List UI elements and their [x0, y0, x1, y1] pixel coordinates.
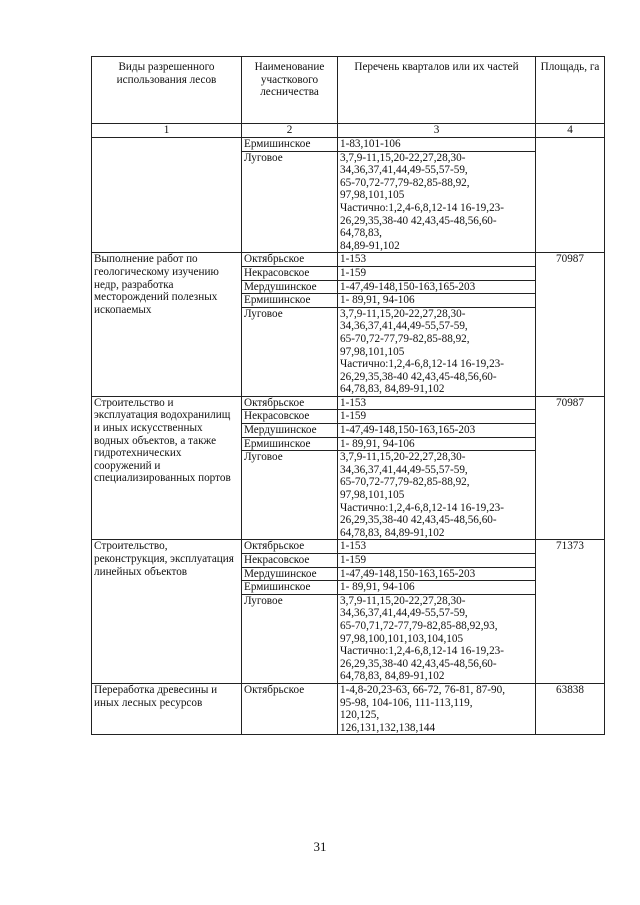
- quarters-line: 1-4,8-20,23-63, 66-72, 76-81, 87-90,: [340, 683, 505, 696]
- quarters-cell: [338, 307, 536, 396]
- table-row: [92, 396, 605, 410]
- area-cell: 70987: [536, 396, 605, 540]
- forestry-name-cell: Некрасовское: [242, 266, 338, 280]
- quarters-line: 95-98, 104-106, 111-113,119,: [340, 696, 473, 709]
- quarters-line: 65-70,72-77,79-82,85-88,92,: [340, 332, 470, 345]
- quarters-line: 97,98,101,105: [340, 345, 405, 358]
- forestry-name-cell: Мердушинское: [242, 424, 338, 438]
- quarters-line: 1- 89,91, 94-106: [340, 581, 415, 594]
- quarters-line: 65-70,72-77,79-82,85-88,92,: [340, 476, 470, 489]
- quarters-line: 1-159: [340, 410, 367, 423]
- quarters-line: 26,29,35,38-40 42,43,45-48,56,60-: [340, 514, 497, 527]
- column-number: 2: [242, 124, 338, 138]
- quarters-line: 26,29,35,38-40 42,43,45-48,56,60-: [340, 657, 497, 670]
- use-kind-cell: Строительство, реконструкция, эксплуатация линейных объектов: [92, 540, 242, 684]
- forestry-name-cell: Мердушинское: [242, 567, 338, 581]
- forestry-name-cell: Луговое: [242, 307, 338, 396]
- area-cell: 71373: [536, 540, 605, 684]
- quarters-line: 34,36,37,41,44,49-55,57-59,: [340, 320, 468, 333]
- quarters-line: 64,78,83, 84,89-91,102: [340, 670, 445, 683]
- forestry-name-cell: Некрасовское: [242, 554, 338, 568]
- forestry-name-cell: Ермишинское: [242, 581, 338, 595]
- forestry-name-cell: Луговое: [242, 594, 338, 683]
- header-forestry: Наименование участкового лесничества: [242, 57, 338, 124]
- quarters-line: Частично:1,2,4-6,8,12-14 16-19,23-: [340, 358, 504, 371]
- quarters-line: 1-159: [340, 266, 367, 279]
- quarters-line: 97,98,101,105: [340, 489, 405, 502]
- quarters-cell: [338, 396, 536, 410]
- use-kind-cell: Переработка древесины и иных лесных ресурсов: [92, 683, 242, 734]
- forestry-name-cell: Мердушинское: [242, 280, 338, 294]
- quarters-cell: [338, 410, 536, 424]
- table-header-row: [92, 57, 605, 124]
- quarters-line: 64,78,83,: [340, 227, 382, 240]
- quarters-cell: [338, 266, 536, 280]
- column-number: 3: [338, 124, 536, 138]
- quarters-line: 1-47,49-148,150-163,165-203: [340, 567, 476, 580]
- forest-use-table: [91, 56, 605, 735]
- forestry-name-cell: Октябрьское: [242, 540, 338, 554]
- quarters-line: 65-70,72-77,79-82,85-88,92,: [340, 176, 470, 189]
- quarters-cell: [338, 253, 536, 267]
- forestry-name-cell: Ермишинское: [242, 294, 338, 308]
- quarters-line: 34,36,37,41,44,49-55,57-59,: [340, 164, 468, 177]
- forestry-name-cell: Ермишинское: [242, 437, 338, 451]
- quarters-line: 26,29,35,38-40 42,43,45-48,56,60-: [340, 370, 497, 383]
- quarters-line: 1-47,49-148,150-163,165-203: [340, 280, 476, 293]
- quarters-line: 1- 89,91, 94-106: [340, 294, 415, 307]
- table-row: [92, 540, 605, 554]
- forestry-name-cell: Луговое: [242, 451, 338, 540]
- quarters-line: 1-153: [340, 253, 367, 266]
- quarters-cell: [338, 451, 536, 540]
- quarters-line: 34,36,37,41,44,49-55,57-59,: [340, 463, 468, 476]
- quarters-line: 120,125,: [340, 709, 380, 722]
- quarters-line: 126,131,132,138,144: [340, 721, 436, 734]
- forestry-name-cell: Октябрьское: [242, 683, 338, 734]
- column-number: 1: [92, 124, 242, 138]
- quarters-line: 3,7,9-11,15,20-22,27,28,30-: [340, 151, 466, 164]
- quarters-line: 84,89-91,102: [340, 239, 400, 252]
- table-row: [92, 138, 605, 152]
- quarters-line: 34,36,37,41,44,49-55,57-59,: [340, 607, 468, 620]
- quarters-cell: [338, 683, 536, 734]
- quarters-line: 97,98,100,101,103,104,105: [340, 632, 464, 645]
- quarters-line: 1-47,49-148,150-163,165-203: [340, 424, 476, 437]
- forestry-name-cell: Луговое: [242, 151, 338, 253]
- quarters-line: 64,78,83, 84,89-91,102: [340, 383, 445, 396]
- quarters-cell: [338, 424, 536, 438]
- use-kind-cell: [92, 138, 242, 253]
- quarters-line: 1-159: [340, 554, 367, 566]
- quarters-cell: [338, 280, 536, 294]
- quarters-cell: [338, 594, 536, 683]
- table-row: [92, 683, 605, 734]
- quarters-line: 65-70,71,72-77,79-82,85-88,92,93,: [340, 619, 498, 632]
- area-cell: 63838: [536, 683, 605, 734]
- column-number: 4: [536, 124, 605, 138]
- forestry-name-cell: Ермишинское: [242, 138, 338, 152]
- column-number-row: [92, 124, 605, 138]
- quarters-line: 26,29,35,38-40 42,43,45-48,56,60-: [340, 214, 497, 227]
- quarters-line: 3,7,9-11,15,20-22,27,28,30-: [340, 451, 466, 464]
- quarters-cell: [338, 151, 536, 253]
- quarters-line: 64,78,83, 84,89-91,102: [340, 526, 445, 539]
- quarters-line: 1-153: [340, 540, 367, 553]
- quarters-cell: [338, 294, 536, 308]
- quarters-line: 97,98,101,105: [340, 189, 405, 202]
- header-area: Площадь, га: [536, 57, 605, 124]
- page-number: 31: [313, 839, 327, 854]
- forestry-name-cell: Октябрьское: [242, 396, 338, 410]
- quarters-line: 1-153: [340, 396, 367, 409]
- forestry-name-cell: Октябрьское: [242, 253, 338, 267]
- header-quarters: Перечень кварталов или их частей: [338, 57, 536, 124]
- quarters-line: 3,7,9-11,15,20-22,27,28,30-: [340, 307, 466, 320]
- quarters-line: 1- 89,91, 94-106: [340, 437, 415, 450]
- forestry-name-cell: Некрасовское: [242, 410, 338, 424]
- quarters-line: 1-83,101-106: [340, 138, 401, 150]
- quarters-line: Частично:1,2,4-6,8,12-14 16-19,23-: [340, 645, 504, 658]
- quarters-line: Частично:1,2,4-6,8,12-14 16-19,23-: [340, 501, 504, 514]
- table-row: [92, 253, 605, 267]
- quarters-cell: [338, 138, 536, 152]
- area-cell: [536, 138, 605, 253]
- use-kind-cell: Выполнение работ по геологическому изучению недр, разработка месторождений полезных ископаемых: [92, 253, 242, 397]
- table-body: [92, 138, 605, 735]
- quarters-line: Частично:1,2,4-6,8,12-14 16-19,23-: [340, 201, 504, 214]
- header-kind: Виды разрешенного использования лесов: [92, 57, 242, 124]
- quarters-cell: [338, 567, 536, 581]
- use-kind-cell: Строительство и эксплуатация водохранилищ и иных искусственных водных объектов, а также гидротехнических сооружений и специализированных портов: [92, 396, 242, 540]
- quarters-cell: [338, 437, 536, 451]
- quarters-cell: [338, 540, 536, 554]
- quarters-line: 3,7,9-11,15,20-22,27,28,30-: [340, 594, 466, 607]
- quarters-cell: [338, 581, 536, 595]
- quarters-cell: [338, 554, 536, 568]
- area-cell: 70987: [536, 253, 605, 397]
